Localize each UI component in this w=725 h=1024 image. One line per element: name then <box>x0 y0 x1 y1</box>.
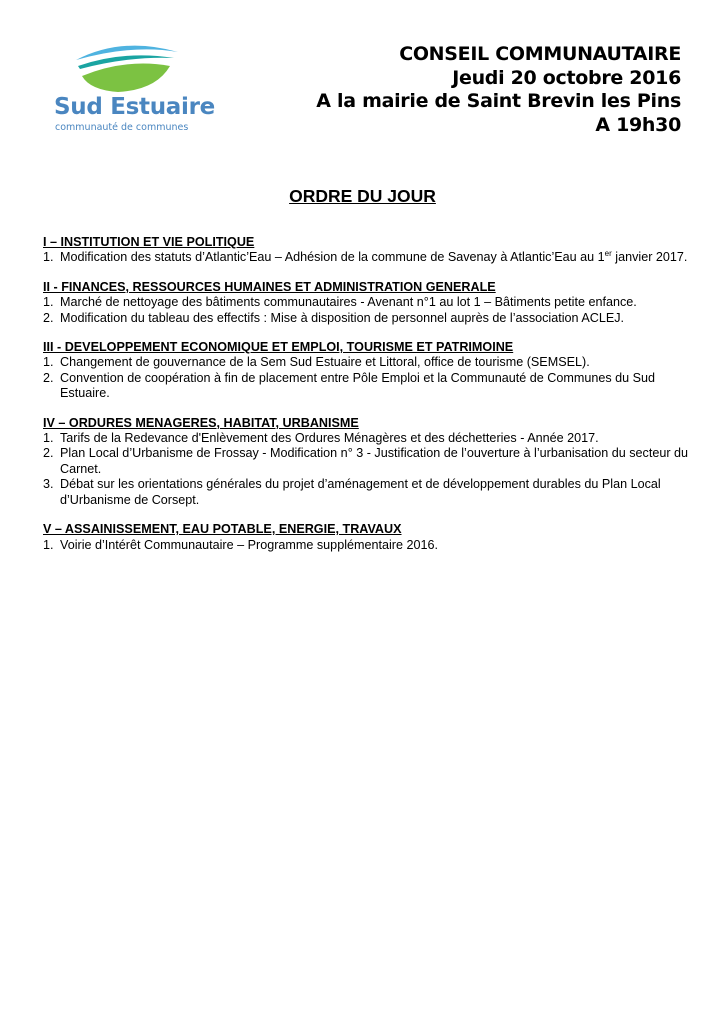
agenda-item <box>43 371 693 402</box>
item-number: 1. <box>43 355 54 370</box>
agenda-section-2 <box>43 280 693 326</box>
agenda-section-3 <box>43 340 693 402</box>
item-number: 2. <box>43 370 54 385</box>
section-heading: III - DEVELOPPEMENT ECONOMIQUE ET EMPLOI, TOURISME ET PATRIMOINE <box>43 340 514 355</box>
sud-estuaire-logo <box>52 38 215 134</box>
section-heading: I – INSTITUTION ET VIE POLITIQUE <box>43 235 255 249</box>
agenda-item <box>43 446 693 477</box>
agenda-item <box>43 311 693 326</box>
item-text: Convention de coopération à fin de placement entre Pôle Emploi et la Communauté de Communes du Sud Estuaire. <box>60 370 656 401</box>
header-line-3: A la mairie de Saint Brevin les Pins <box>316 90 681 112</box>
header-line-4: A 19h30 <box>595 113 681 136</box>
item-text: Modification des statuts d’Atlantic’Eau – Adhésion de la commune de Savenay à Atlantic’Eau au 1er janvier 2017. <box>60 249 688 265</box>
item-text: Débat sur les orientations générales du projet d’aménagement et de développement durables du Plan Local d’Urbanisme de Corsept. <box>60 477 661 507</box>
agenda-section-4 <box>43 416 693 508</box>
section-heading: II - FINANCES, RESSOURCES HUMAINES ET ADMINISTRATION GENERALE <box>43 279 496 294</box>
item-text: Marché de nettoyage des bâtiments communautaires - Avenant n°1 au lot 1 – Bâtiments petite enfance. <box>60 295 637 310</box>
item-number: 1. <box>43 537 54 552</box>
section-heading: V – ASSAINISSEMENT, EAU POTABLE, ENERGIE, TRAVAUX <box>43 522 402 537</box>
logo-name: Sud Estuaire <box>54 94 215 120</box>
agenda-section-1 <box>43 235 693 266</box>
item-text: Tarifs de la Redevance d'Enlèvement des Ordures Ménagères et des déchetteries - Année 2017. <box>60 431 599 446</box>
logo-tagline: communauté de communes <box>55 122 189 133</box>
item-text: Changement de gouvernance de la Sem Sud Estuaire et Littoral, office de tourisme (SEMSEL). <box>60 355 590 370</box>
agenda <box>43 235 693 567</box>
item-text: Modification du tableau des effectifs : Mise à disposition de personnel auprès de l’association ACLEJ. <box>60 310 625 325</box>
header-line-1: CONSEIL COMMUNAUTAIRE <box>399 43 681 65</box>
agenda-item <box>43 355 693 370</box>
logo-emblem-icon <box>74 38 178 96</box>
item-number: 2. <box>43 446 54 461</box>
section-heading: IV – ORDURES MENAGERES, HABITAT, URBANISME <box>43 415 359 430</box>
item-number: 1. <box>43 431 54 446</box>
item-number: 1. <box>43 250 54 265</box>
page-title: ORDRE DU JOUR <box>289 186 436 206</box>
agenda-section-5 <box>43 522 693 553</box>
agenda-item <box>43 477 693 508</box>
agenda-item <box>43 538 693 553</box>
item-number: 3. <box>43 477 54 492</box>
header-line-2: Jeudi 20 octobre 2016 <box>452 66 681 89</box>
item-text: Voirie d’Intérêt Communautaire – Programme supplémentaire 2016. <box>60 537 439 552</box>
agenda-item <box>43 250 693 265</box>
agenda-item <box>43 295 693 310</box>
meeting-header <box>316 43 681 137</box>
item-text: Plan Local d’Urbanisme de Frossay - Modification n° 3 - Justification de l’ouverture à l’urbanisation du secteur du Carnet. <box>60 446 689 476</box>
item-number: 1. <box>43 295 54 310</box>
item-number: 2. <box>43 310 54 325</box>
agenda-item <box>43 431 693 446</box>
